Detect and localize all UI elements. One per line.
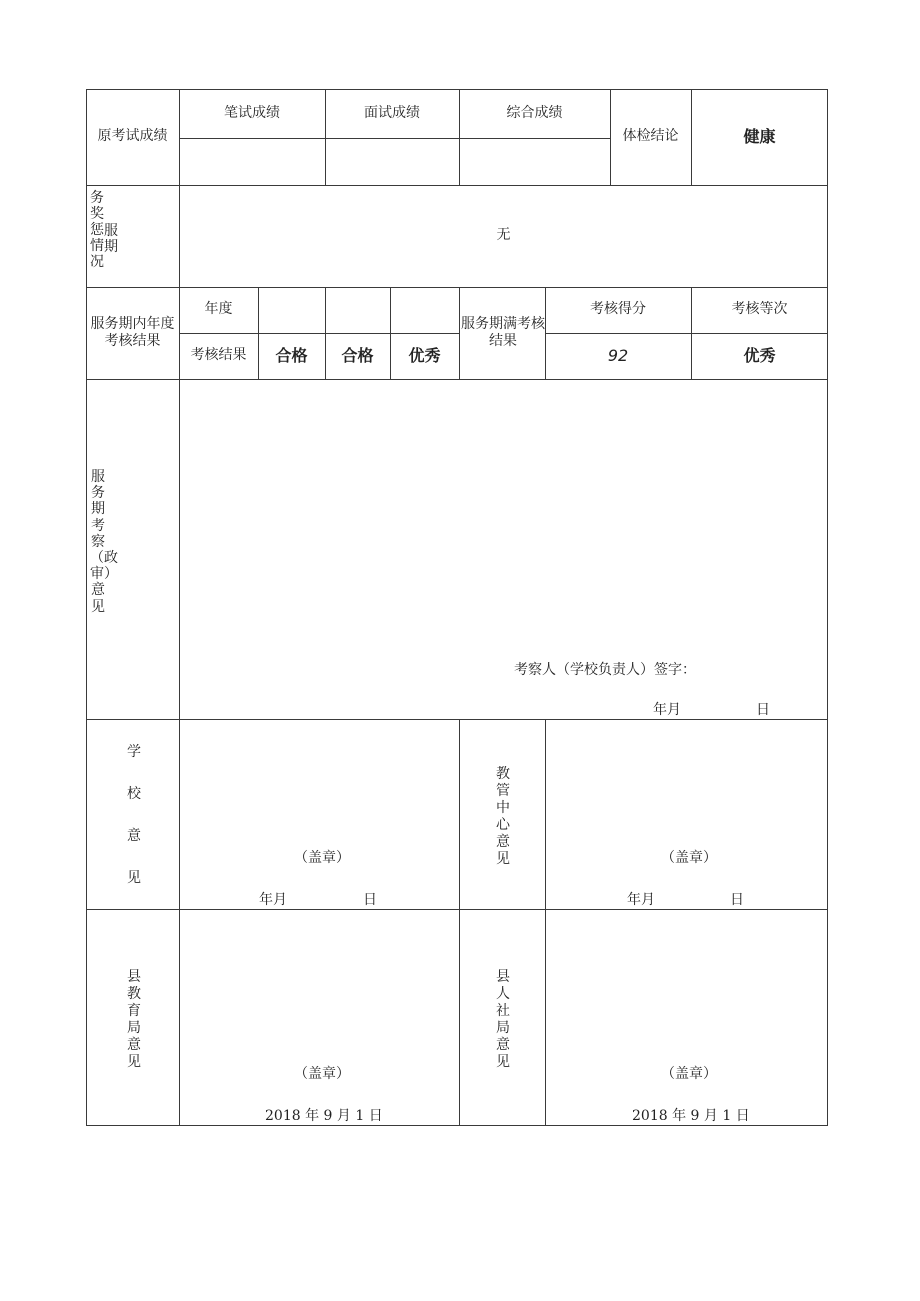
grade-header: 考核等次	[731, 301, 788, 318]
full-term-assessment-label: 服务期满考核结果	[461, 315, 545, 349]
signer-label: 考察人（学校负责人）签字：	[514, 662, 696, 678]
written-score-header: 笔试成绩	[224, 104, 280, 121]
education-bureau-opinion-label: 县教育局意见	[127, 969, 141, 1070]
medical-label: 体检结论	[622, 128, 679, 145]
review-date-day: 日	[756, 702, 770, 718]
year-label: 年度	[204, 301, 233, 318]
rewards-label-col1: 务奖惩情况	[90, 190, 104, 270]
center-date-day: 日	[730, 892, 744, 908]
year-result-1: 合格	[275, 346, 308, 365]
hr-bureau-opinion-label: 县人社局意见	[496, 969, 510, 1070]
center-date-month: 年月	[627, 892, 655, 908]
score-header: 考核得分	[590, 301, 646, 318]
medical-value: 健康	[743, 127, 776, 146]
political-review-label: 服务期考察（政审）意见	[90, 469, 118, 615]
hr-bureau-date: 2018 年 9 月 1 日	[632, 1108, 750, 1124]
total-score-value	[459, 138, 610, 185]
review-date-month: 年月	[653, 702, 681, 718]
rewards-value: 无	[496, 227, 511, 244]
education-bureau-date: 2018 年 9 月 1 日	[265, 1108, 383, 1124]
school-date-day: 日	[363, 892, 377, 908]
hr-bureau-stamp: （盖章）	[661, 1066, 717, 1082]
center-stamp: （盖章）	[661, 850, 717, 866]
written-score-value	[179, 138, 325, 185]
original-score-label: 原考试成绩	[97, 128, 168, 145]
year-result-3: 优秀	[408, 346, 441, 365]
rewards-label-col2: 服期	[104, 223, 118, 255]
school-opinion-label: 学校意见	[127, 744, 141, 886]
assessment-form-table	[86, 89, 828, 1126]
interview-score-value	[325, 138, 459, 185]
total-score-header: 综合成绩	[506, 104, 563, 121]
grade-value: 优秀	[743, 346, 776, 365]
education-bureau-stamp: （盖章）	[294, 1066, 350, 1082]
annual-assessment-label: 服务期内年度考核结果	[90, 315, 175, 349]
school-date-month: 年月	[259, 892, 287, 908]
school-stamp: （盖章）	[294, 850, 350, 866]
assessment-result-label: 考核结果	[190, 347, 247, 364]
center-opinion-label: 教管中心意见	[496, 766, 510, 867]
year-result-2: 合格	[341, 346, 374, 365]
interview-score-header: 面试成绩	[364, 104, 420, 121]
score-value: 92	[607, 346, 629, 365]
